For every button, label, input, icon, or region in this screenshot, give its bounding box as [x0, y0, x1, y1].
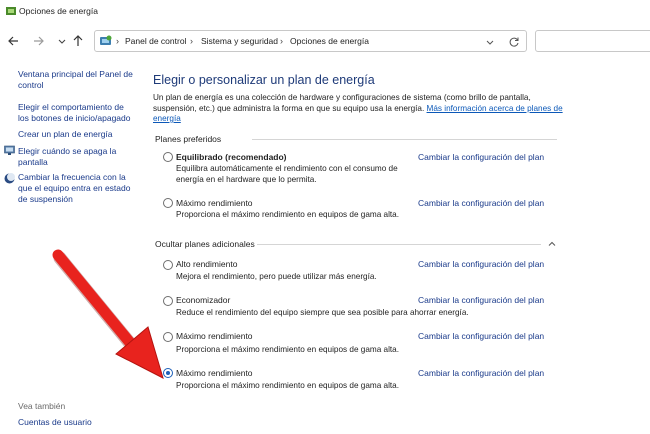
- change-plan-settings-link[interactable]: Cambiar la configuración del plan: [418, 198, 545, 208]
- change-plan-settings-link[interactable]: Cambiar la configuración del plan: [418, 152, 545, 162]
- plan-desc-balanced: Equilibra automáticamente el rendimiento con el consumo de energía en el hardware que lo permita.: [176, 164, 398, 184]
- plan-name-max-performance-2[interactable]: Máximo rendimiento: [176, 331, 253, 341]
- plan-desc-max-performance-2: Proporciona el máximo rendimiento en equipos de gama alta.: [176, 345, 400, 354]
- breadcrumb-power-options[interactable]: Opciones de energía: [290, 36, 369, 46]
- see-also-heading: Vea también: [18, 401, 66, 411]
- intro-description: Un plan de energía es una colección de hardware y configuraciones de sistema (como brillo de pantalla, suspensión, etc.) que administra la forma en que su equipo usa la energía.: [153, 93, 531, 113]
- plan-name-high-performance[interactable]: Alto rendimiento: [176, 259, 238, 269]
- plan-name-balanced[interactable]: Equilibrado (recomendado): [176, 152, 287, 162]
- breadcrumb-separator-icon: ›: [280, 36, 283, 46]
- breadcrumb-separator-icon: ›: [190, 36, 193, 46]
- change-plan-settings-link[interactable]: Cambiar la configuración del plan: [418, 368, 545, 378]
- change-plan-settings-link[interactable]: Cambiar la configuración del plan: [418, 259, 545, 269]
- sidebar-item-sleep-frequency[interactable]: Cambiar la frecuencia con la que el equipo entra en estado de suspensión: [18, 172, 131, 204]
- sidebar-item-control-panel-home[interactable]: Ventana principal del Panel de control: [18, 69, 133, 90]
- plan-desc-power-saver: Reduce el rendimiento del equipo siempre que sea posible para ahorrar energía.: [176, 308, 469, 317]
- plan-name-max-performance[interactable]: Máximo rendimiento: [176, 198, 253, 208]
- breadcrumb-separator-icon: ›: [116, 36, 119, 46]
- sidebar-item-screen-off[interactable]: Elegir cuándo se apaga la pantalla: [18, 146, 117, 167]
- hide-additional-plans-header[interactable]: Ocultar planes adicionales: [155, 239, 255, 249]
- breadcrumb-control-panel[interactable]: Panel de control: [125, 36, 187, 46]
- preferred-plans-header: Planes preferidos: [155, 134, 222, 144]
- change-plan-settings-link[interactable]: Cambiar la configuración del plan: [418, 331, 545, 341]
- page-title: Elegir o personalizar un plan de energía: [153, 73, 375, 87]
- plan-name-max-performance-3[interactable]: Máximo rendimiento: [176, 368, 253, 378]
- red-arrow-icon: [58, 255, 163, 378]
- sidebar-item-power-buttons[interactable]: Elegir el comportamiento de los botones de inicio/apagado: [18, 102, 131, 123]
- plan-desc-max-performance: Proporciona el máximo rendimiento en equipos de gama alta.: [176, 210, 400, 219]
- more-info-link[interactable]: Más información acerca de planes de energía: [153, 103, 563, 123]
- breadcrumb-system-security[interactable]: Sistema y seguridad: [201, 36, 279, 46]
- user-accounts-link[interactable]: Cuentas de usuario: [18, 417, 92, 427]
- sidebar-item-create-plan[interactable]: Crear un plan de energía: [18, 129, 113, 139]
- window-title: Opciones de energía: [19, 6, 98, 16]
- plan-desc-high-performance: Mejora el rendimiento, pero puede utilizar más energía.: [176, 272, 377, 281]
- change-plan-settings-link[interactable]: Cambiar la configuración del plan: [418, 295, 545, 305]
- plan-name-power-saver[interactable]: Economizador: [176, 295, 231, 305]
- plan-desc-max-performance-3: Proporciona el máximo rendimiento en equipos de gama alta.: [176, 381, 400, 390]
